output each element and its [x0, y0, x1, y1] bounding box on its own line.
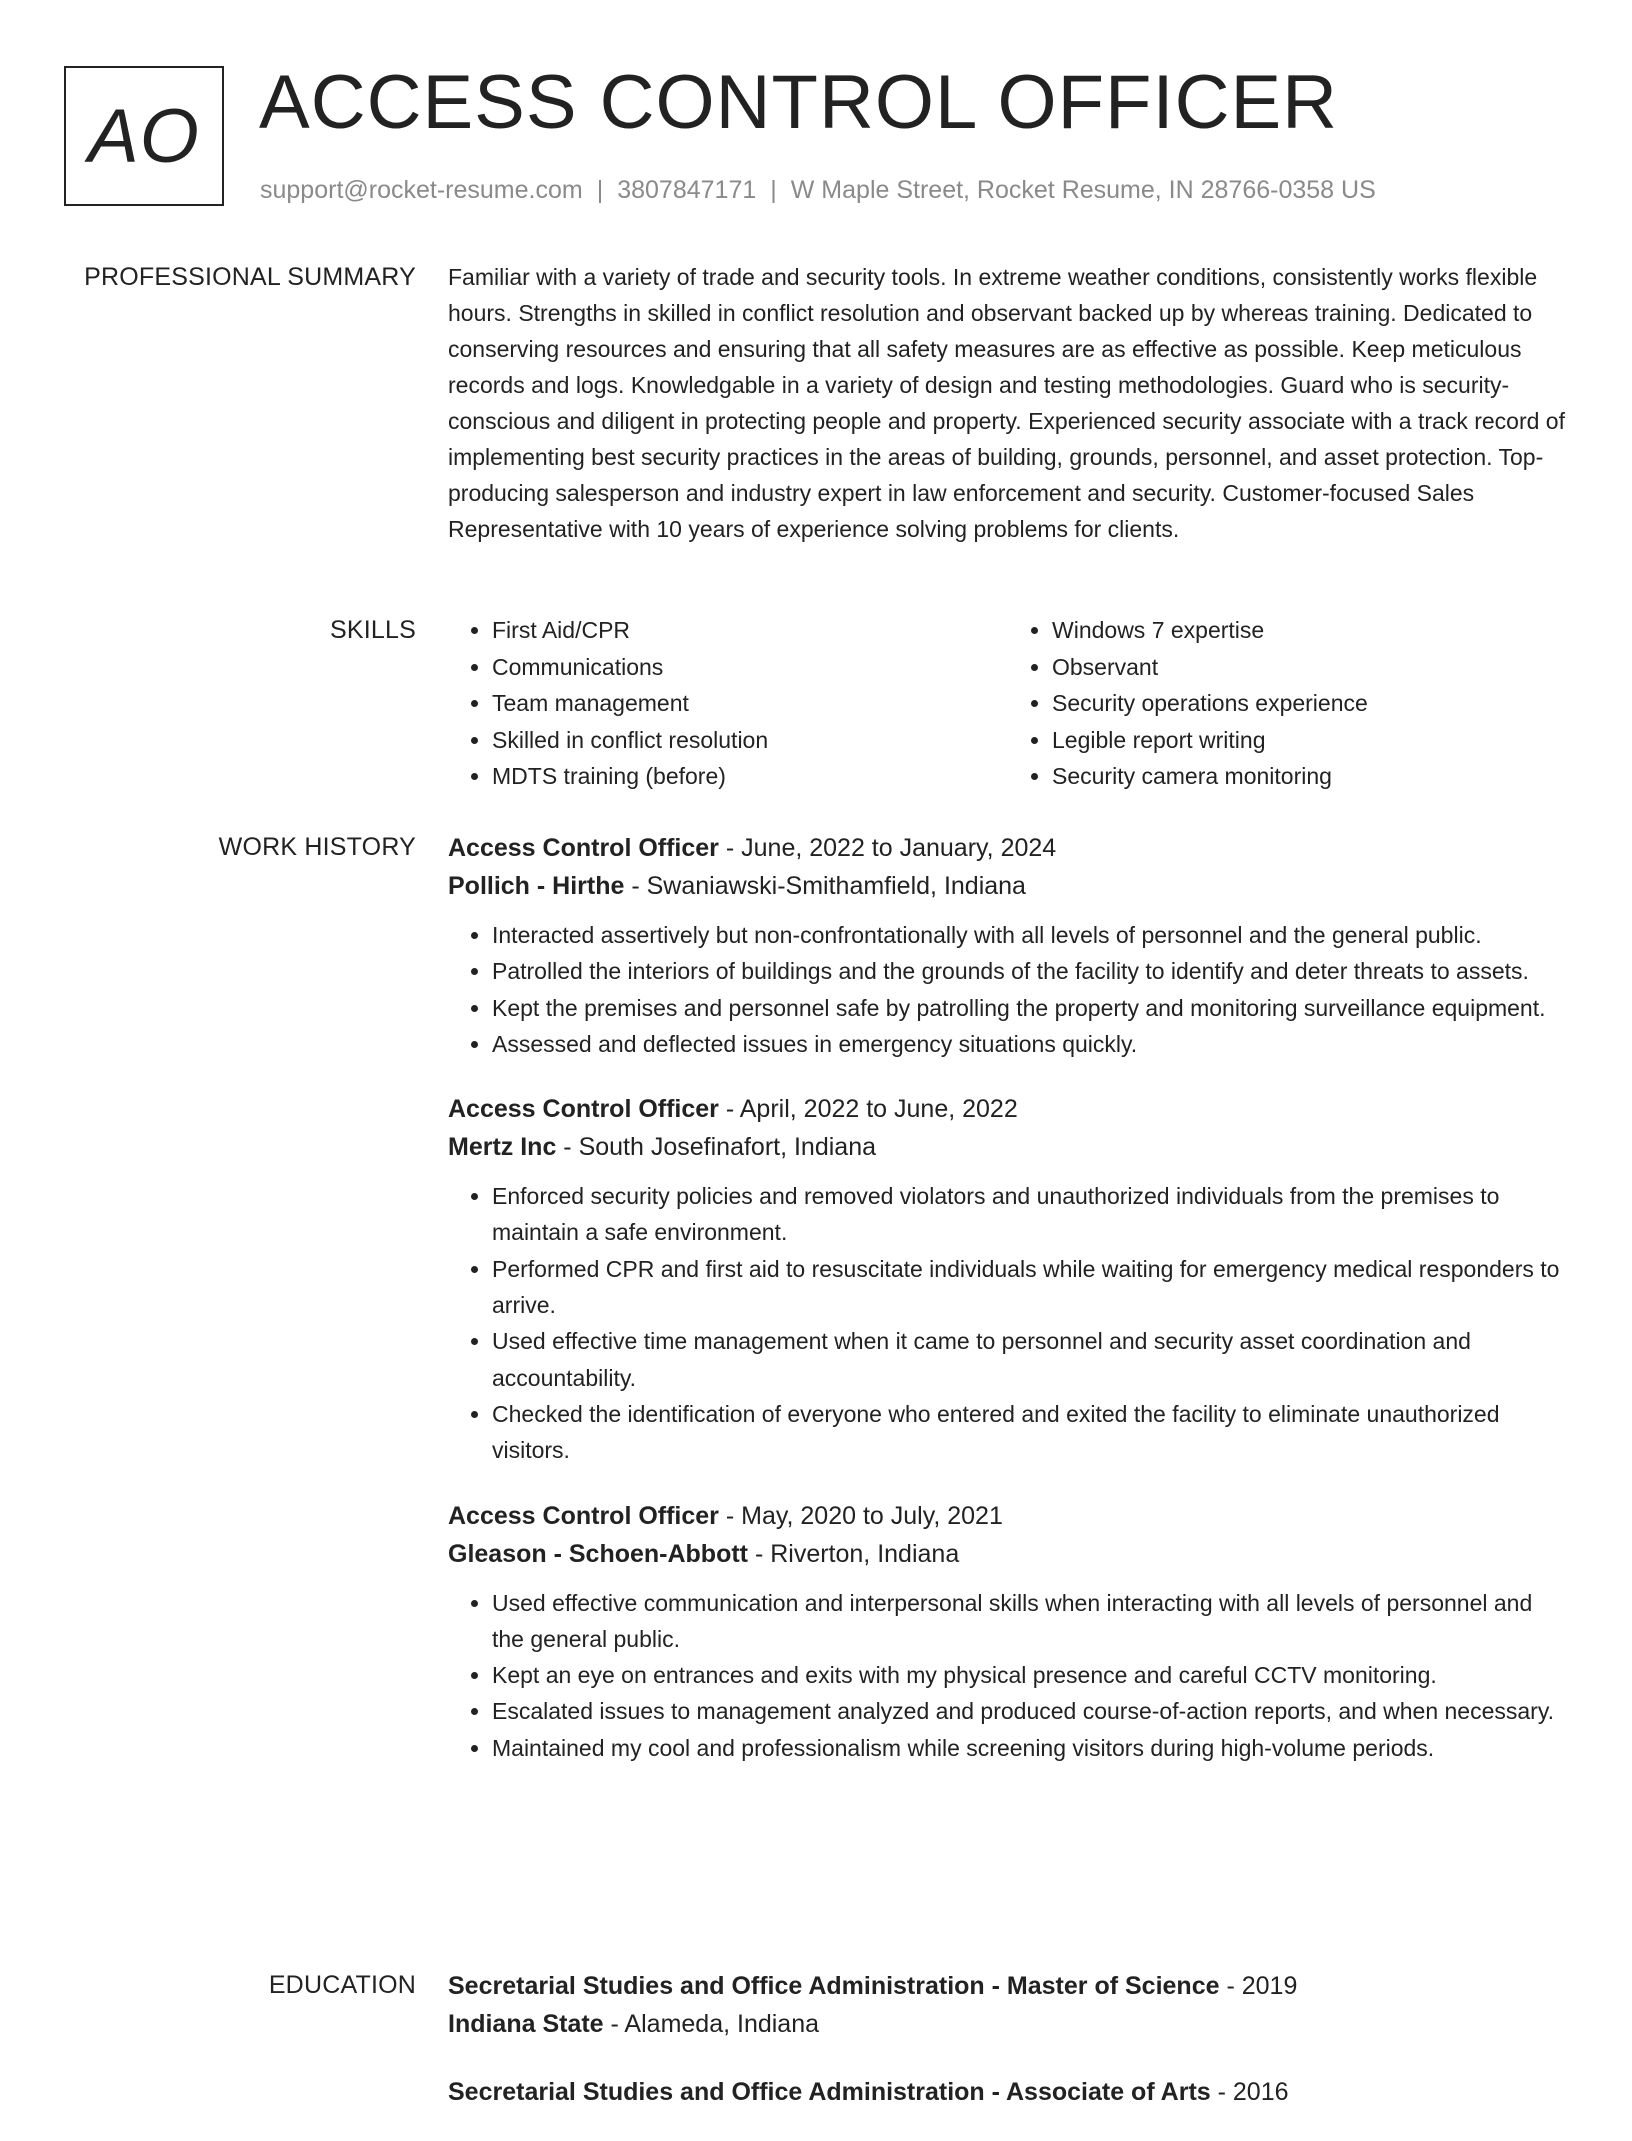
skill-item: • Security camera monitoring — [1052, 758, 1568, 795]
job-company-line — [448, 867, 1568, 905]
work-history-heading: WORK HISTORY — [218, 833, 416, 861]
skills-heading: SKILLS — [330, 616, 416, 644]
contact-email: support@rocket-resume.com — [260, 176, 583, 204]
skills-column-right — [1008, 612, 1568, 795]
job-entry — [448, 1090, 1568, 1468]
education-location: - Alameda, Indiana — [603, 2010, 820, 2038]
job-bullet: • Kept an eye on entrances and exits with my physical presence and careful CCTV monitoring. — [492, 1657, 1568, 1693]
job-bullet: • Escalated issues to management analyzed and produced course-of-action reports, and when necessary. — [492, 1693, 1568, 1729]
skills-column-left — [448, 612, 1008, 795]
skills-body — [448, 615, 1568, 795]
job-bullet: • Used effective time management when it came to personnel and security asset coordination and accountability. — [492, 1323, 1568, 1396]
job-dates: - April, 2022 to June, 2022 — [718, 1095, 1018, 1124]
education-degree-line — [448, 2073, 1568, 2111]
contact-phone: 3807847171 — [617, 176, 757, 204]
skill-item: • MDTS training (before) — [492, 758, 1008, 795]
education-entry — [448, 2073, 1568, 2111]
job-location: - Swaniawski-Smithamfield, Indiana — [624, 872, 1026, 900]
contact-separator: | — [596, 176, 604, 204]
education-degree-line — [448, 1967, 1568, 2005]
contact-address: W Maple Street, Rocket Resume, IN 28766-0358 US — [790, 176, 1376, 204]
job-bullet: • Patrolled the interiors of buildings and the grounds of the facility to identify and deter threats to assets. — [492, 953, 1568, 989]
education-body — [448, 1967, 1568, 2141]
job-bullets — [448, 1585, 1568, 1766]
job-title: Access Control Officer — [448, 1095, 719, 1124]
education-heading: EDUCATION — [268, 1971, 416, 1999]
monogram-box — [64, 66, 224, 206]
job-bullet: • Enforced security policies and removed violators and unauthorized individuals from the premises to maintain a safe environment. — [492, 1178, 1568, 1251]
job-entry — [448, 829, 1568, 1062]
contact-line — [260, 175, 1376, 205]
job-bullet: • Checked the identification of everyone who entered and exited the facility to eliminate unauthorized visitors. — [492, 1396, 1568, 1469]
job-company: Pollich - Hirthe — [448, 872, 625, 900]
job-dates: - June, 2022 to January, 2024 — [718, 834, 1057, 862]
job-company: Gleason - Schoen-Abbott — [448, 1539, 748, 1568]
summary-body — [448, 262, 1568, 547]
page-title: ACCESS CONTROL OFFICER — [259, 60, 1339, 145]
job-company-line — [448, 1535, 1568, 1573]
job-company: Mertz Inc — [448, 1133, 557, 1162]
education-school-line — [448, 2005, 1568, 2043]
job-company-line — [448, 1128, 1568, 1166]
job-entry — [448, 1497, 1568, 1766]
summary-text: Familiar with a variety of trade and security tools. In extreme weather conditions, consistently works flexible hours. Strengths in skilled in conflict resolution and observant backed up by whereas training. Dedicated to conserving resources and ensuring that all safety measures are as effective as possible. Keep meticulous records and logs. Knowledgable in a variety of design and testing methodologies. Guard who is security-conscious and diligent in protecting people and property. Experienced security associate with a track record of implementing best security practices in the areas of building, grounds, personnel, and asset protection. Top-producing salesperson and industry expert in law enforcement and security. Customer-focused Sales Representative with 10 years of experience solving problems for clients. — [448, 264, 1565, 542]
job-location: - South Josefinafort, Indiana — [556, 1133, 877, 1162]
job-bullet: • Interacted assertively but non-confrontationally with all levels of personnel and the general public. — [492, 917, 1568, 953]
education-entry — [448, 1967, 1568, 2043]
job-title-line — [448, 1090, 1568, 1128]
job-dates: - May, 2020 to July, 2021 — [718, 1501, 1003, 1530]
contact-separator: | — [770, 176, 777, 204]
job-bullets — [448, 1178, 1568, 1468]
skill-item: • Windows 7 expertise — [1052, 612, 1568, 649]
education-school: Indiana State — [448, 2010, 604, 2038]
job-bullet: • Kept the premises and personnel safe by patrolling the property and monitoring surveillance equipment. — [492, 990, 1568, 1026]
skill-item: • Communications — [492, 649, 1008, 686]
education-degree: Secretarial Studies and Office Administration - Associate of Arts — [448, 2078, 1211, 2106]
job-bullet: • Used effective communication and interpersonal skills when interacting with all levels of personnel and the general public. — [492, 1585, 1568, 1658]
education-year: - 2019 — [1219, 1972, 1298, 2000]
job-title-line — [448, 829, 1568, 867]
job-title: Access Control Officer — [448, 1501, 719, 1530]
job-title: Access Control Officer — [448, 834, 719, 862]
education-degree: Secretarial Studies and Office Administration - Master of Science — [448, 1972, 1220, 2000]
job-title-line — [448, 1497, 1568, 1535]
skill-item: • First Aid/CPR — [492, 612, 1008, 649]
summary-heading: PROFESSIONAL SUMMARY — [84, 263, 416, 291]
skill-item: • Security operations experience — [1052, 685, 1568, 722]
job-bullet: • Maintained my cool and professionalism while screening visitors during high-volume periods. — [492, 1730, 1568, 1766]
skill-item: • Team management — [492, 685, 1008, 722]
job-location: - Riverton, Indiana — [748, 1539, 960, 1568]
work-history-body — [448, 829, 1568, 1794]
monogram-initials: AO — [88, 93, 200, 179]
skill-item: • Skilled in conflict resolution — [492, 722, 1008, 759]
job-bullet: • Assessed and deflected issues in emergency situations quickly. — [492, 1026, 1568, 1062]
job-bullet: • Performed CPR and first aid to resuscitate individuals while waiting for emergency medical responders to arrive. — [492, 1251, 1568, 1324]
skills-grid — [448, 612, 1568, 795]
skill-item: • Legible report writing — [1052, 722, 1568, 759]
education-year: - 2016 — [1210, 2078, 1289, 2106]
skill-item: • Observant — [1052, 649, 1568, 686]
job-bullets — [448, 917, 1568, 1062]
